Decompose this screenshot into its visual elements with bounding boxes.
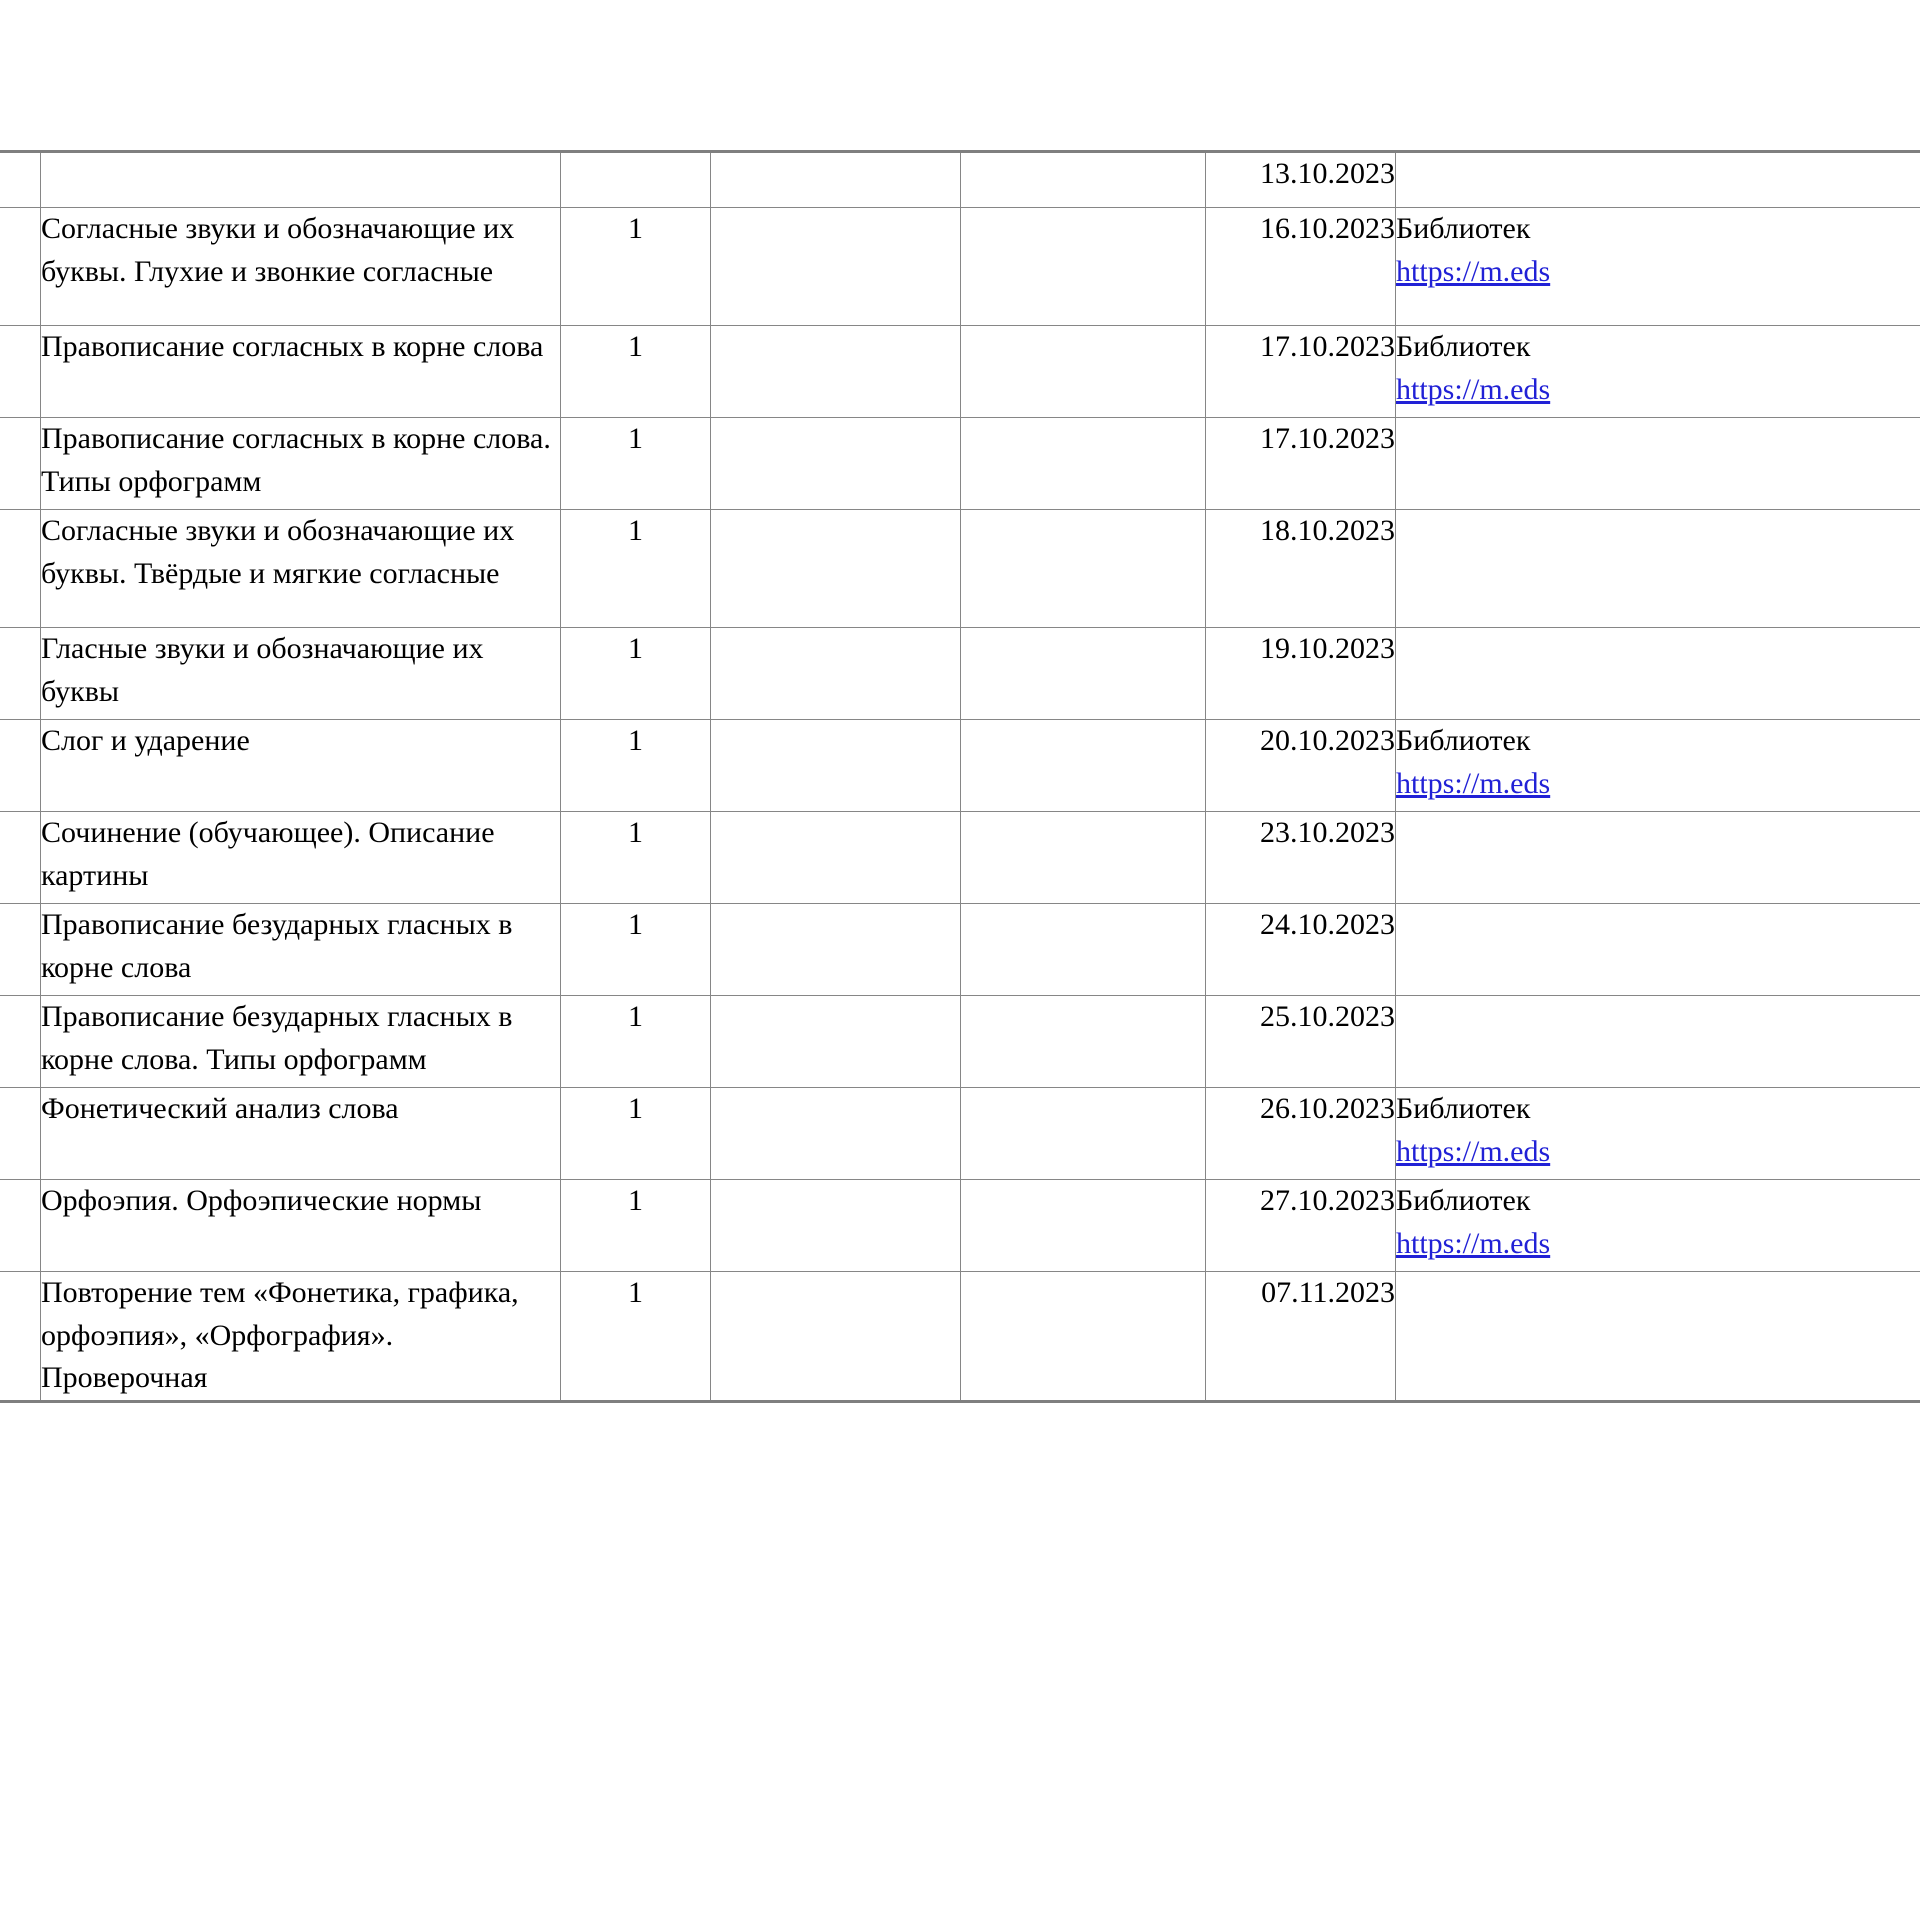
digital-resources-cell [1396,720,1920,812]
control-works-cell [711,152,961,208]
resource-link[interactable]: https://m.eds [1396,254,1551,288]
resource-link[interactable]: https://m.eds [1396,1226,1551,1260]
lesson-hours-cell [561,152,711,208]
practical-works-cell [961,720,1206,812]
practical-works-cell [961,996,1206,1088]
schedule-table-container [0,150,1920,1403]
lesson-topic-cell: Слог и ударение [41,720,561,812]
practical-works-cell [961,1088,1206,1180]
row-index-cell [0,510,41,628]
digital-resources-cell [1396,996,1920,1088]
lesson-topic-cell: Правописание безударных гласных в корне слова. Типы орфограмм [41,996,561,1088]
lesson-hours-cell: 1 [561,996,711,1088]
practical-works-cell [961,326,1206,418]
row-index-cell [0,1088,41,1180]
practical-works-cell [961,1180,1206,1272]
control-works-cell [711,326,961,418]
row-index-cell [0,628,41,720]
lesson-topic-cell: Орфоэпия. Орфоэпические нормы [41,1180,561,1272]
table-row [0,208,1920,326]
control-works-cell [711,996,961,1088]
lesson-topic-cell: Фонетический анализ слова [41,1088,561,1180]
control-works-cell [711,720,961,812]
lesson-topic-cell: Повторение тем «Фонетика, графика, орфоэпия», «Орфография». Проверочная [41,1272,561,1402]
row-index-cell [0,812,41,904]
lesson-hours-cell: 1 [561,1180,711,1272]
digital-resources-cell [1396,1180,1920,1272]
resource-label: Библиотек [1396,724,1531,757]
lesson-topic-cell [41,152,561,208]
schedule-table-body [0,152,1920,1402]
lesson-date-cell: 13.10.2023 [1206,152,1396,208]
resource-link[interactable]: https://m.eds [1396,1134,1551,1168]
resource-label: Библиотек [1396,1092,1531,1125]
control-works-cell [711,510,961,628]
lesson-date-cell: 20.10.2023 [1206,720,1396,812]
lesson-date-cell: 17.10.2023 [1206,326,1396,418]
control-works-cell [711,812,961,904]
lesson-topic-cell: Правописание безударных гласных в корне слова [41,904,561,996]
practical-works-cell [961,418,1206,510]
digital-resources-cell [1396,812,1920,904]
lesson-date-cell: 23.10.2023 [1206,812,1396,904]
row-index-cell [0,904,41,996]
lesson-topic-cell: Правописание согласных в корне слова [41,326,561,418]
lesson-hours-cell: 1 [561,418,711,510]
table-row [0,812,1920,904]
table-row [0,1272,1920,1402]
table-row [0,326,1920,418]
lesson-topic-cell: Согласные звуки и обозначающие их буквы. Твёрдые и мягкие согласные [41,510,561,628]
control-works-cell [711,1088,961,1180]
lesson-topic-cell: Согласные звуки и обозначающие их буквы. Глухие и звонкие согласные [41,208,561,326]
practical-works-cell [961,208,1206,326]
lesson-date-cell: 26.10.2023 [1206,1088,1396,1180]
lesson-hours-cell: 1 [561,904,711,996]
digital-resources-cell [1396,628,1920,720]
table-row [0,1088,1920,1180]
lesson-hours-cell: 1 [561,1088,711,1180]
control-works-cell [711,1272,961,1402]
resource-label: Библиотек [1396,212,1531,245]
row-index-cell [0,720,41,812]
control-works-cell [711,208,961,326]
lesson-date-cell: 27.10.2023 [1206,1180,1396,1272]
lesson-date-cell: 07.11.2023 [1206,1272,1396,1402]
lesson-topic-cell: Гласные звуки и обозначающие их буквы [41,628,561,720]
resource-link[interactable]: https://m.eds [1396,372,1551,406]
row-index-cell [0,208,41,326]
digital-resources-cell [1396,152,1920,208]
row-index-cell [0,1180,41,1272]
lesson-hours-cell: 1 [561,326,711,418]
resource-label: Библиотек [1396,330,1531,363]
practical-works-cell [961,812,1206,904]
digital-resources-cell [1396,904,1920,996]
lesson-topic-cell: Правописание согласных в корне слова. Типы орфограмм [41,418,561,510]
row-index-cell [0,418,41,510]
lesson-hours-cell: 1 [561,510,711,628]
lesson-date-cell: 18.10.2023 [1206,510,1396,628]
practical-works-cell [961,904,1206,996]
lesson-hours-cell: 1 [561,812,711,904]
practical-works-cell [961,510,1206,628]
row-index-cell [0,326,41,418]
row-index-cell [0,152,41,208]
digital-resources-cell [1396,510,1920,628]
row-index-cell [0,1272,41,1402]
table-row [0,628,1920,720]
lesson-date-cell: 17.10.2023 [1206,418,1396,510]
lesson-date-cell: 25.10.2023 [1206,996,1396,1088]
practical-works-cell [961,1272,1206,1402]
table-row [0,904,1920,996]
digital-resources-cell [1396,208,1920,326]
control-works-cell [711,418,961,510]
resource-link[interactable]: https://m.eds [1396,766,1551,800]
table-row [0,510,1920,628]
lesson-hours-cell: 1 [561,720,711,812]
lesson-hours-cell: 1 [561,1272,711,1402]
table-row [0,152,1920,208]
table-row [0,1180,1920,1272]
lesson-topic-cell: Сочинение (обучающее). Описание картины [41,812,561,904]
table-row [0,418,1920,510]
digital-resources-cell [1396,418,1920,510]
lesson-date-cell: 19.10.2023 [1206,628,1396,720]
digital-resources-cell [1396,1088,1920,1180]
digital-resources-cell [1396,1272,1920,1402]
lesson-hours-cell: 1 [561,208,711,326]
table-row [0,996,1920,1088]
lesson-hours-cell: 1 [561,628,711,720]
practical-works-cell [961,628,1206,720]
lesson-schedule-table [0,150,1920,1403]
control-works-cell [711,1180,961,1272]
resource-label: Библиотек [1396,1184,1531,1217]
digital-resources-cell [1396,326,1920,418]
control-works-cell [711,904,961,996]
control-works-cell [711,628,961,720]
row-index-cell [0,996,41,1088]
lesson-date-cell: 16.10.2023 [1206,208,1396,326]
lesson-date-cell: 24.10.2023 [1206,904,1396,996]
practical-works-cell [961,152,1206,208]
table-row [0,720,1920,812]
